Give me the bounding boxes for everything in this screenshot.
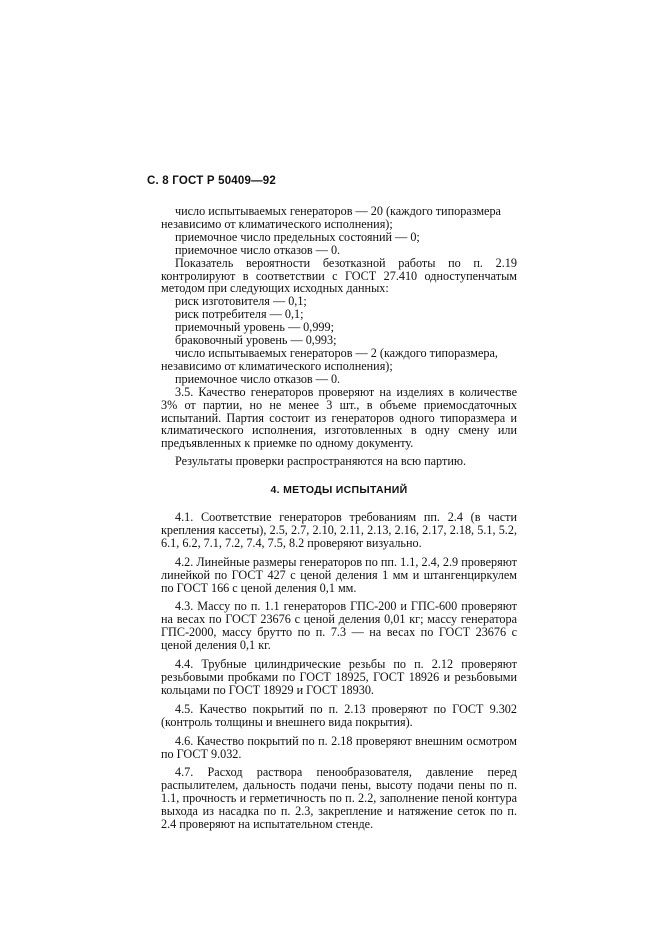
paragraph: Результаты проверки распространяются на всю партию. [175,454,466,469]
paragraph: Показатель вероятности безотказной работы по п. 2.19 контролируют в соответствии с ГОСТ 27.410 одноступенчатым методом при следующих исходных данных: [161,255,517,296]
text-line: браковочный уровень — 0,993; [175,333,337,348]
paragraph: 4.5. Качество покрытий по п. 2.13 проверяют по ГОСТ 9.302 (контроль толщины и внешнего вида покрытия). [161,701,517,729]
page-header: С. 8 ГОСТ Р 50409—92 [147,175,276,187]
paragraph: 4.1. Соответствие генераторов требованиям пп. 2.4 (в части крепления кассеты), 2.5, 2.7, 2.10, 2.11, 2.13, 2.16, 2.17, 2.18, 5.1, 5.2, 6.1, 6.2, 7.1, 7.2, 7.4, 7.5, 8.2 проверяют визуально. [161,510,517,550]
text-line: приемочное число отказов — 0. [175,242,341,257]
text-line: независимо от климатического исполнения); [161,358,393,373]
paragraph: 4.2. Линейные размеры генераторов по пп. 1.1, 2.4, 2.9 проверяют линейкой по ГОСТ 427 с ценой деления 1 мм и штангенциркулем по ГОСТ 166 с ценой деления 0,1 мм. [161,554,517,595]
paragraph: 4.3. Массу по п. 1.1 генераторов ГПС-200 и ГПС-600 проверяют на весах по ГОСТ 23676 с ценой деления 0,01 кг; массу генератора ГПС-2000, массу брутто по п. 7.3 — на весах по ГОСТ 23676 с ценой деления 0,1 кг. [161,599,517,653]
section-title: 4. МЕТОДЫ ИСПЫТАНИЙ [270,484,408,497]
text-line: приемочный уровень — 0,999; [175,320,334,335]
text-line: риск изготовителя — 0,1; [175,294,307,309]
paragraph: 3.5. Качество генераторов проверяют на изделиях в количестве 3% от партии, но не менее 3 шт., в объеме приемосдаточных испытаний. Партия состоит из генераторов одного типоразмера и климатического исполнения, изготовленных в одну смену или предъявленных к приемке по одному документу. [161,384,517,451]
text-line: приемочное число отказов — 0. [175,371,341,386]
document-body [161,205,517,831]
text-line: независимо от климатического исполнения); [161,216,393,231]
paragraph: 4.4. Трубные цилиндрические резьбы по п. 2.12 проверяют резьбовыми пробками по ГОСТ 18925, ГОСТ 18926 и резьбовыми кольцами по ГОСТ 18929 и ГОСТ 18930. [161,657,517,697]
text-line: риск потребителя — 0,1; [175,307,304,322]
text-line: число испытываемых генераторов — 20 (каждого типоразмера [175,204,501,218]
paragraph: 4.7. Расход раствора пенообразователя, давление перед распылителем, дальность подачи пены, высоту подачи пены по п. 1.1, прочность и герметичность по п. 2.2, заполнение пеной контура выхода из насадка по п. 2.3, закрепление и натяжение сеток по п. 2.4 проверяют на испытательном стенде. [161,765,517,832]
text-line: число испытываемых генераторов — 2 (каждого типоразмера, [175,345,498,360]
paragraph: 4.6. Качество покрытий по п. 2.18 проверяют внешним осмотром по ГОСТ 9.032. [161,733,517,761]
text-line: приемочное число предельных состояний — 0; [175,229,420,244]
